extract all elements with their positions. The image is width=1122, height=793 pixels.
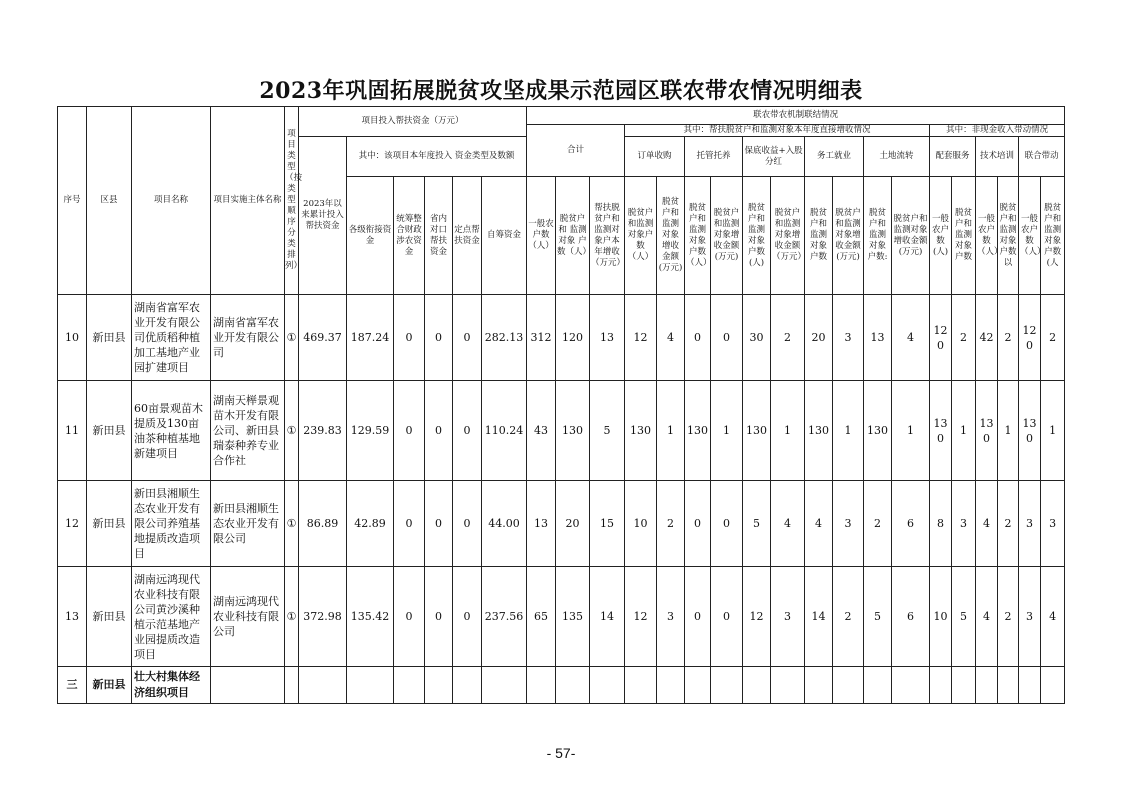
row-value-cell: 0 bbox=[453, 295, 482, 381]
row-value-cell: 1 bbox=[952, 381, 976, 481]
row-value-cell: 0 bbox=[453, 481, 482, 567]
row-value-cell: 0 bbox=[425, 567, 453, 667]
col-header-order-count: 脱贫户和监测对象户数（人） bbox=[625, 177, 657, 295]
col-group-dividend: 保底收益+入股分红 bbox=[743, 137, 805, 177]
row-value-cell: 130 bbox=[805, 381, 833, 481]
table-row bbox=[58, 295, 1065, 381]
row-value-cell: 1 bbox=[833, 381, 864, 481]
row-seq: 11 bbox=[58, 381, 87, 481]
empty-cell bbox=[299, 667, 347, 704]
row-value-cell: 20 bbox=[556, 481, 590, 567]
header-row-1 bbox=[58, 107, 1065, 125]
row-value-cell: 3 bbox=[1019, 567, 1041, 667]
col-group-this-year: 其中：该项目本年度投入 资金类型及数额 bbox=[347, 137, 527, 177]
row-value-cell: 65 bbox=[527, 567, 556, 667]
row-value-cell: 5 bbox=[590, 381, 625, 481]
row-value-cell: 4 bbox=[892, 295, 930, 381]
empty-cell bbox=[453, 667, 482, 704]
table-row bbox=[58, 381, 1065, 481]
row-value-cell: 4 bbox=[771, 481, 805, 567]
empty-cell bbox=[771, 667, 805, 704]
row-county: 新田县 bbox=[87, 481, 132, 567]
row-value-cell: 130 bbox=[625, 381, 657, 481]
empty-cell bbox=[1041, 667, 1065, 704]
row-value-cell: 0 bbox=[394, 481, 425, 567]
col-header-seq: 序号 bbox=[58, 107, 87, 295]
row-value-cell: 130 bbox=[1019, 381, 1041, 481]
row-value-cell: 2 bbox=[833, 567, 864, 667]
row-project-name: 新田县湘顺生态农业开发有限公司养殖基地提质改造项目 bbox=[132, 481, 211, 567]
col-group-order: 订单收购 bbox=[625, 137, 685, 177]
row-value-cell: 43 bbox=[527, 381, 556, 481]
empty-cell bbox=[482, 667, 527, 704]
col-group-noncash: 其中：非现金收入带动情况 bbox=[930, 125, 1065, 137]
row-value-cell: 130 bbox=[976, 381, 998, 481]
col-header-project-type: 项目类型（按类型顺序分类排列） bbox=[285, 107, 299, 295]
col-header-county: 区县 bbox=[87, 107, 132, 295]
row-seq: 12 bbox=[58, 481, 87, 567]
col-header-total-income: 帮扶脱贫户和监测对象户本年增收（万元） bbox=[590, 177, 625, 295]
empty-cell bbox=[590, 667, 625, 704]
col-header-implementer: 项目实施主体名称 bbox=[211, 107, 285, 295]
empty-cell bbox=[211, 667, 285, 704]
section-row bbox=[58, 667, 1065, 704]
row-value-cell: 120 bbox=[556, 295, 590, 381]
row-value-cell: 13 bbox=[527, 481, 556, 567]
empty-cell bbox=[711, 667, 743, 704]
empty-cell bbox=[976, 667, 998, 704]
col-header-training-poor: 脱贫户和监测对象户数以 bbox=[998, 177, 1019, 295]
row-value-cell: 130 bbox=[930, 381, 952, 481]
col-header-training-general: 一般农户数（人） bbox=[976, 177, 998, 295]
row-value-cell: 12 bbox=[625, 295, 657, 381]
section-county: 新田县 bbox=[87, 667, 132, 704]
row-value-cell: 2 bbox=[998, 567, 1019, 667]
row-value-cell: 6 bbox=[892, 567, 930, 667]
row-value-cell: 10 bbox=[930, 567, 952, 667]
row-county: 新田县 bbox=[87, 381, 132, 481]
row-value-cell: 3 bbox=[771, 567, 805, 667]
row-value-cell: 130 bbox=[556, 381, 590, 481]
row-value-cell: 130 bbox=[743, 381, 771, 481]
row-value-cell: 3 bbox=[657, 567, 685, 667]
row-project-name: 湖南省富军农业开发有限公司优质稻种植加工基地产业园扩建项目 bbox=[132, 295, 211, 381]
col-group-labor: 务工就业 bbox=[805, 137, 864, 177]
row-seq: 13 bbox=[58, 567, 87, 667]
col-group-funding: 项目投入帮扶资金（万元） bbox=[299, 107, 527, 137]
row-value-cell: 4 bbox=[1041, 567, 1065, 667]
row-value-cell: 0 bbox=[425, 295, 453, 381]
row-value-cell: 0 bbox=[685, 567, 711, 667]
row-value-cell: 4 bbox=[976, 567, 998, 667]
page-number: - 57- bbox=[546, 745, 576, 761]
row-value-cell: 12 bbox=[743, 567, 771, 667]
row-value-cell: 1 bbox=[1041, 381, 1065, 481]
row-value-cell: 13 bbox=[590, 295, 625, 381]
col-header-custody-count: 脱贫户和监测对象户数（人） bbox=[685, 177, 711, 295]
empty-cell bbox=[657, 667, 685, 704]
row-value-cell: 3 bbox=[833, 295, 864, 381]
row-value-cell: 2 bbox=[998, 295, 1019, 381]
row-value-cell: 187.24 bbox=[347, 295, 394, 381]
row-value-cell: 135 bbox=[556, 567, 590, 667]
col-header-labor-income: 脱贫户和监测对象增收金额(万元) bbox=[833, 177, 864, 295]
row-value-cell: 0 bbox=[425, 481, 453, 567]
row-value-cell: 110.24 bbox=[482, 381, 527, 481]
col-header-custody-income: 脱贫户和监测对象增收金额(万元) bbox=[711, 177, 743, 295]
empty-cell bbox=[864, 667, 892, 704]
row-value-cell: 4 bbox=[657, 295, 685, 381]
row-value-cell: 12 bbox=[625, 567, 657, 667]
empty-cell bbox=[347, 667, 394, 704]
col-group-service: 配套服务 bbox=[930, 137, 976, 177]
row-project-type: ① bbox=[285, 295, 299, 381]
table-row bbox=[58, 567, 1065, 667]
col-header-order-income: 脱贫户和监测对象增收金额(万元) bbox=[657, 177, 685, 295]
empty-cell bbox=[527, 667, 556, 704]
col-group-land: 土地流转 bbox=[864, 137, 930, 177]
section-seq: 三 bbox=[58, 667, 87, 704]
row-value-cell: 0 bbox=[425, 381, 453, 481]
row-value-cell: 130 bbox=[685, 381, 711, 481]
row-project-type: ① bbox=[285, 567, 299, 667]
col-header-project-name: 项目名称 bbox=[132, 107, 211, 295]
row-value-cell: 2 bbox=[952, 295, 976, 381]
row-value-cell: 0 bbox=[453, 381, 482, 481]
row-value-cell: 469.37 bbox=[299, 295, 347, 381]
row-implementer: 湖南省富军农业开发有限公司 bbox=[211, 295, 285, 381]
row-value-cell: 1 bbox=[998, 381, 1019, 481]
col-group-total: 合计 bbox=[527, 125, 625, 177]
col-header-land-income: 脱贫户和 监测对象 增收金额(万元) bbox=[892, 177, 930, 295]
row-county: 新田县 bbox=[87, 567, 132, 667]
row-value-cell: 44.00 bbox=[482, 481, 527, 567]
row-value-cell: 42 bbox=[976, 295, 998, 381]
row-value-cell: 14 bbox=[805, 567, 833, 667]
row-seq: 10 bbox=[58, 295, 87, 381]
row-project-name: 60亩景观苗木提质及130亩油茶种植基地新建项目 bbox=[132, 381, 211, 481]
row-value-cell: 1 bbox=[657, 381, 685, 481]
table-body bbox=[58, 295, 1065, 667]
row-implementer: 新田县湘顺生态农业开发有限公司 bbox=[211, 481, 285, 567]
col-header-fund-integrated: 统筹整合财政涉农资金 bbox=[394, 177, 425, 295]
row-value-cell: 130 bbox=[864, 381, 892, 481]
col-header-fund-levels: 各级衔接资金 bbox=[347, 177, 394, 295]
row-county: 新田县 bbox=[87, 295, 132, 381]
empty-cell bbox=[556, 667, 590, 704]
empty-cell bbox=[685, 667, 711, 704]
row-value-cell: 120 bbox=[1019, 295, 1041, 381]
col-group-direct: 其中：帮扶脱贫户和监测对象本年度直接增收情况 bbox=[625, 125, 930, 137]
row-project-name: 湖南远鸿现代农业科技有限公司黄沙溪种植示范基地产业园提质改造项目 bbox=[132, 567, 211, 667]
row-value-cell: 42.89 bbox=[347, 481, 394, 567]
row-value-cell: 5 bbox=[952, 567, 976, 667]
row-value-cell: 0 bbox=[394, 381, 425, 481]
row-value-cell: 0 bbox=[394, 295, 425, 381]
empty-cell bbox=[425, 667, 453, 704]
col-header-labor-count: 脱贫户和监测对象户数 bbox=[805, 177, 833, 295]
col-group-joint: 联合带动 bbox=[1019, 137, 1065, 177]
row-project-type: ① bbox=[285, 481, 299, 567]
empty-cell bbox=[998, 667, 1019, 704]
row-value-cell: 2 bbox=[771, 295, 805, 381]
row-value-cell: 239.83 bbox=[299, 381, 347, 481]
col-header-service-poor: 脱贫户和监测对象户数 bbox=[952, 177, 976, 295]
row-implementer: 湖南天榉景观苗木开发有限公司、新田县瑞泰种养专业合作社 bbox=[211, 381, 285, 481]
col-group-training: 技术培训 bbox=[976, 137, 1019, 177]
col-header-total-poor: 脱贫户和 监测对象 户数（人） bbox=[556, 177, 590, 295]
empty-cell bbox=[743, 667, 771, 704]
row-value-cell: 6 bbox=[892, 481, 930, 567]
linkage-detail-table bbox=[57, 106, 1065, 704]
row-value-cell: 1 bbox=[711, 381, 743, 481]
row-value-cell: 3 bbox=[1019, 481, 1041, 567]
row-value-cell: 0 bbox=[453, 567, 482, 667]
row-value-cell: 372.98 bbox=[299, 567, 347, 667]
row-value-cell: 0 bbox=[711, 481, 743, 567]
table-title: 2023年巩固拓展脱贫攻坚成果示范园区联农带农情况明细表 bbox=[259, 78, 863, 104]
row-value-cell: 0 bbox=[685, 481, 711, 567]
empty-cell bbox=[1019, 667, 1041, 704]
empty-cell bbox=[833, 667, 864, 704]
row-value-cell: 1 bbox=[771, 381, 805, 481]
row-project-type: ① bbox=[285, 381, 299, 481]
col-group-custody: 托管托养 bbox=[685, 137, 743, 177]
row-value-cell: 129.59 bbox=[347, 381, 394, 481]
table-row bbox=[58, 481, 1065, 567]
empty-cell bbox=[930, 667, 952, 704]
empty-cell bbox=[285, 667, 299, 704]
row-value-cell: 2 bbox=[864, 481, 892, 567]
row-value-cell: 0 bbox=[711, 295, 743, 381]
row-value-cell: 1 bbox=[892, 381, 930, 481]
col-header-land-count: 脱贫户和监测对象户数: bbox=[864, 177, 892, 295]
col-header-fund-targeted: 定点帮扶资金 bbox=[453, 177, 482, 295]
row-value-cell: 3 bbox=[1041, 481, 1065, 567]
row-value-cell: 3 bbox=[833, 481, 864, 567]
row-value-cell: 4 bbox=[805, 481, 833, 567]
row-value-cell: 20 bbox=[805, 295, 833, 381]
empty-cell bbox=[892, 667, 930, 704]
col-group-linkage: 联农带农机制联结情况 bbox=[527, 107, 1065, 125]
row-value-cell: 15 bbox=[590, 481, 625, 567]
row-value-cell: 0 bbox=[394, 567, 425, 667]
row-value-cell: 2 bbox=[1041, 295, 1065, 381]
row-value-cell: 2 bbox=[657, 481, 685, 567]
empty-cell bbox=[394, 667, 425, 704]
row-value-cell: 14 bbox=[590, 567, 625, 667]
row-value-cell: 0 bbox=[711, 567, 743, 667]
col-header-fund-province: 省内对口帮扶资金 bbox=[425, 177, 453, 295]
empty-cell bbox=[952, 667, 976, 704]
row-value-cell: 282.13 bbox=[482, 295, 527, 381]
col-header-dividend-count: 脱贫户和监测对象户数(人) bbox=[743, 177, 771, 295]
col-header-joint-poor: 脱贫户和监测对象户数(人 bbox=[1041, 177, 1065, 295]
row-value-cell: 120 bbox=[930, 295, 952, 381]
row-value-cell: 237.56 bbox=[482, 567, 527, 667]
col-header-cumulative: 2023年以来累计投入帮扶资金 bbox=[299, 137, 347, 295]
row-value-cell: 5 bbox=[743, 481, 771, 567]
row-value-cell: 5 bbox=[864, 567, 892, 667]
empty-cell bbox=[805, 667, 833, 704]
row-value-cell: 30 bbox=[743, 295, 771, 381]
row-value-cell: 0 bbox=[685, 295, 711, 381]
row-value-cell: 312 bbox=[527, 295, 556, 381]
col-header-total-general: 一般农户数（人） bbox=[527, 177, 556, 295]
row-value-cell: 13 bbox=[864, 295, 892, 381]
row-implementer: 湖南远鸿现代农业科技有限公司 bbox=[211, 567, 285, 667]
row-value-cell: 3 bbox=[952, 481, 976, 567]
empty-cell bbox=[625, 667, 657, 704]
col-header-joint-general: 一般农户数（人） bbox=[1019, 177, 1041, 295]
row-value-cell: 8 bbox=[930, 481, 952, 567]
col-header-service-general: 一般农户数(人) bbox=[930, 177, 952, 295]
section-name: 壮大村集体经济组织项目 bbox=[132, 667, 211, 704]
col-header-dividend-income: 脱贫户和监测对象增收金额（万元） bbox=[771, 177, 805, 295]
row-value-cell: 135.42 bbox=[347, 567, 394, 667]
row-value-cell: 4 bbox=[976, 481, 998, 567]
row-value-cell: 10 bbox=[625, 481, 657, 567]
col-header-fund-self: 自筹资金 bbox=[482, 177, 527, 295]
row-value-cell: 2 bbox=[998, 481, 1019, 567]
row-value-cell: 86.89 bbox=[299, 481, 347, 567]
